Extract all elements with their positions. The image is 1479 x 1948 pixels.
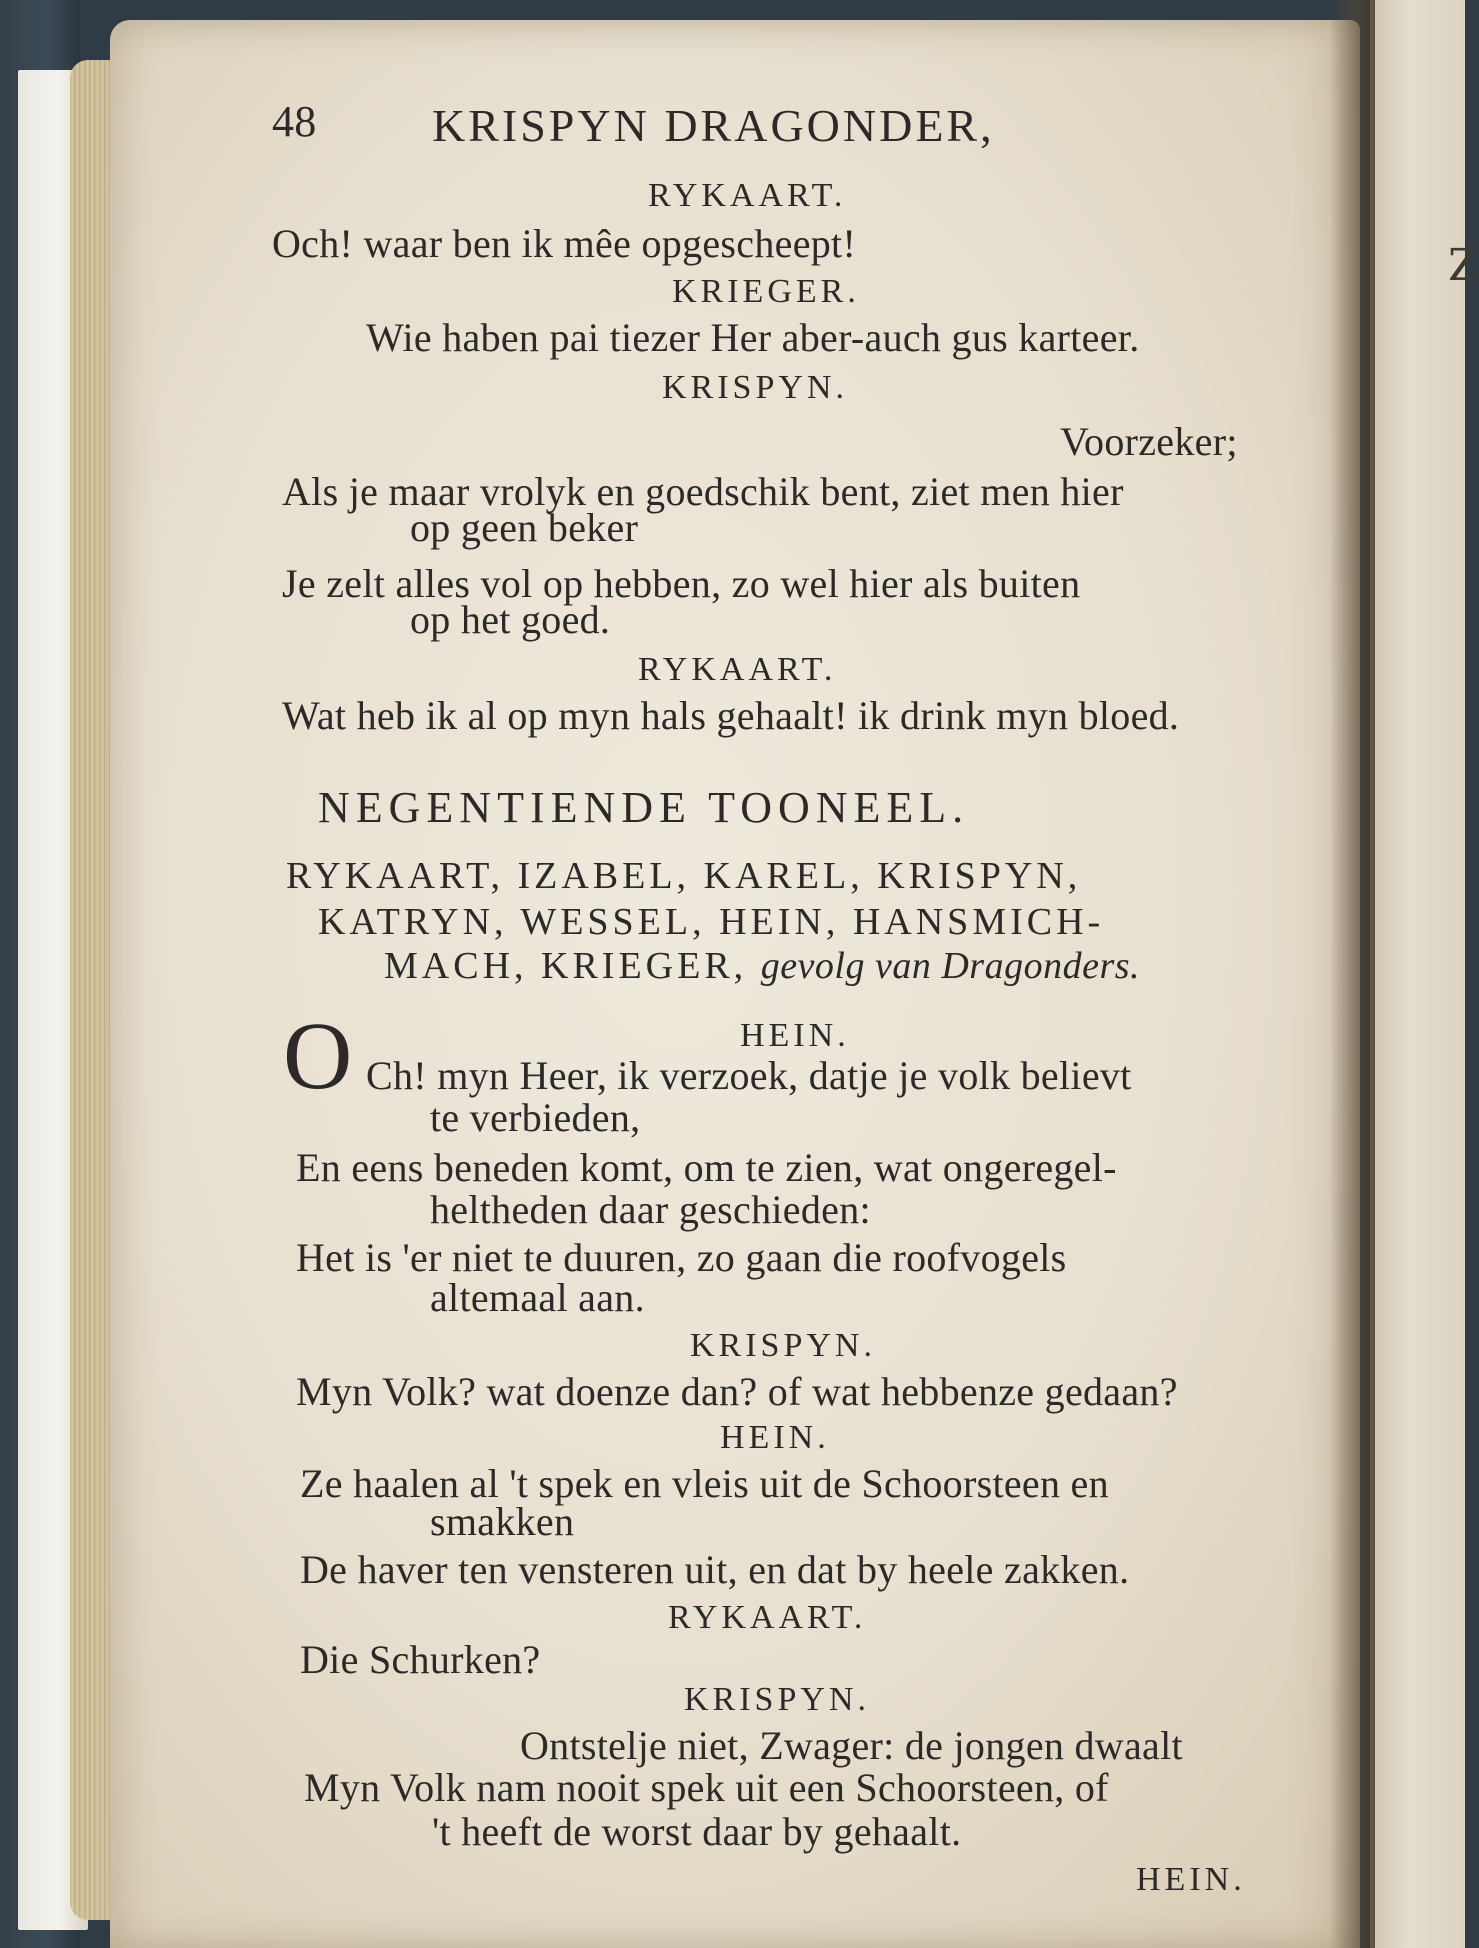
cast-list-line: KATRYN, WESSEL, HEIN, HANSMICH- <box>318 901 1105 943</box>
cast-list-line: RYKAART, IZABEL, KAREL, KRISPYN, <box>286 855 1082 897</box>
facing-page <box>1370 0 1465 1948</box>
catchword: HEIN. <box>1136 1861 1246 1898</box>
speaker-name: KRISPYN. <box>662 369 848 406</box>
scene-heading: NEGENTIENDE TOONEEL. <box>318 783 970 832</box>
text-line: Ontstelje niet, Zwager: de jongen dwaalt <box>520 1723 1183 1768</box>
text-line: heltheden daar geschieden: <box>430 1187 871 1232</box>
text-line: altemaal aan. <box>430 1275 645 1320</box>
speaker-name: RYKAART. <box>638 651 837 688</box>
cast-list-names: MACH, KRIEGER, <box>384 945 748 987</box>
text-line: Het is 'er niet te duuren, zo gaan die roofvogels <box>296 1235 1067 1280</box>
running-title: KRISPYN DRAGONDER, <box>432 100 995 151</box>
cast-list-italic: gevolg van Dragonders. <box>760 945 1141 987</box>
text-line: Och! waar ben ik mêe opgescheept! <box>272 221 857 266</box>
speaker-name: HEIN. <box>740 1017 850 1054</box>
speaker-name: HEIN. <box>720 1419 830 1456</box>
page-number: 48 <box>272 97 317 146</box>
drop-cap: O <box>283 1002 353 1109</box>
facing-page-mark: Z <box>1448 240 1479 291</box>
text-line: 't heeft de worst daar by gehaalt. <box>432 1809 962 1854</box>
text-line: Ch! myn Heer, ik verzoek, datje je volk believt <box>366 1053 1132 1098</box>
text-line: Ze haalen al 't spek en vleis uit de Schoorsteen en <box>300 1461 1109 1506</box>
text-line: Die Schurken? <box>300 1637 541 1682</box>
text-line: smakken <box>430 1499 575 1544</box>
text-line: Voorzeker; <box>1060 419 1238 464</box>
text-line: Myn Volk nam nooit spek uit een Schoorsteen, of <box>304 1765 1109 1810</box>
speaker-name: KRISPYN. <box>684 1681 870 1718</box>
speaker-name: RYKAART. <box>648 177 847 214</box>
text-line: Als je maar vrolyk en goedschik bent, ziet men hier <box>282 469 1124 514</box>
text-line: Myn Volk? wat doenze dan? of wat hebbenze gedaan? <box>296 1369 1178 1414</box>
cast-list-line <box>384 944 1140 988</box>
speaker-name: KRIEGER. <box>672 273 860 310</box>
text-line: Je zelt alles vol op hebben, zo wel hier als buiten <box>282 561 1081 606</box>
text-line: op geen beker <box>410 505 639 550</box>
text-line: De haver ten vensteren uit, en dat by heele zakken. <box>300 1547 1130 1592</box>
text-line: Wat heb ik al op myn hals gehaalt! ik drink myn bloed. <box>282 693 1180 738</box>
text-line: te verbieden, <box>430 1095 641 1140</box>
speaker-name: RYKAART. <box>668 1599 867 1636</box>
text-line: En eens beneden komt, om te zien, wat ongeregel- <box>296 1145 1117 1190</box>
gutter-shadow <box>1330 0 1375 1948</box>
speaker-name: KRISPYN. <box>690 1327 876 1364</box>
text-line: Wie haben pai tiezer Her aber-auch gus karteer. <box>366 315 1140 360</box>
text-line: op het goed. <box>410 597 611 642</box>
